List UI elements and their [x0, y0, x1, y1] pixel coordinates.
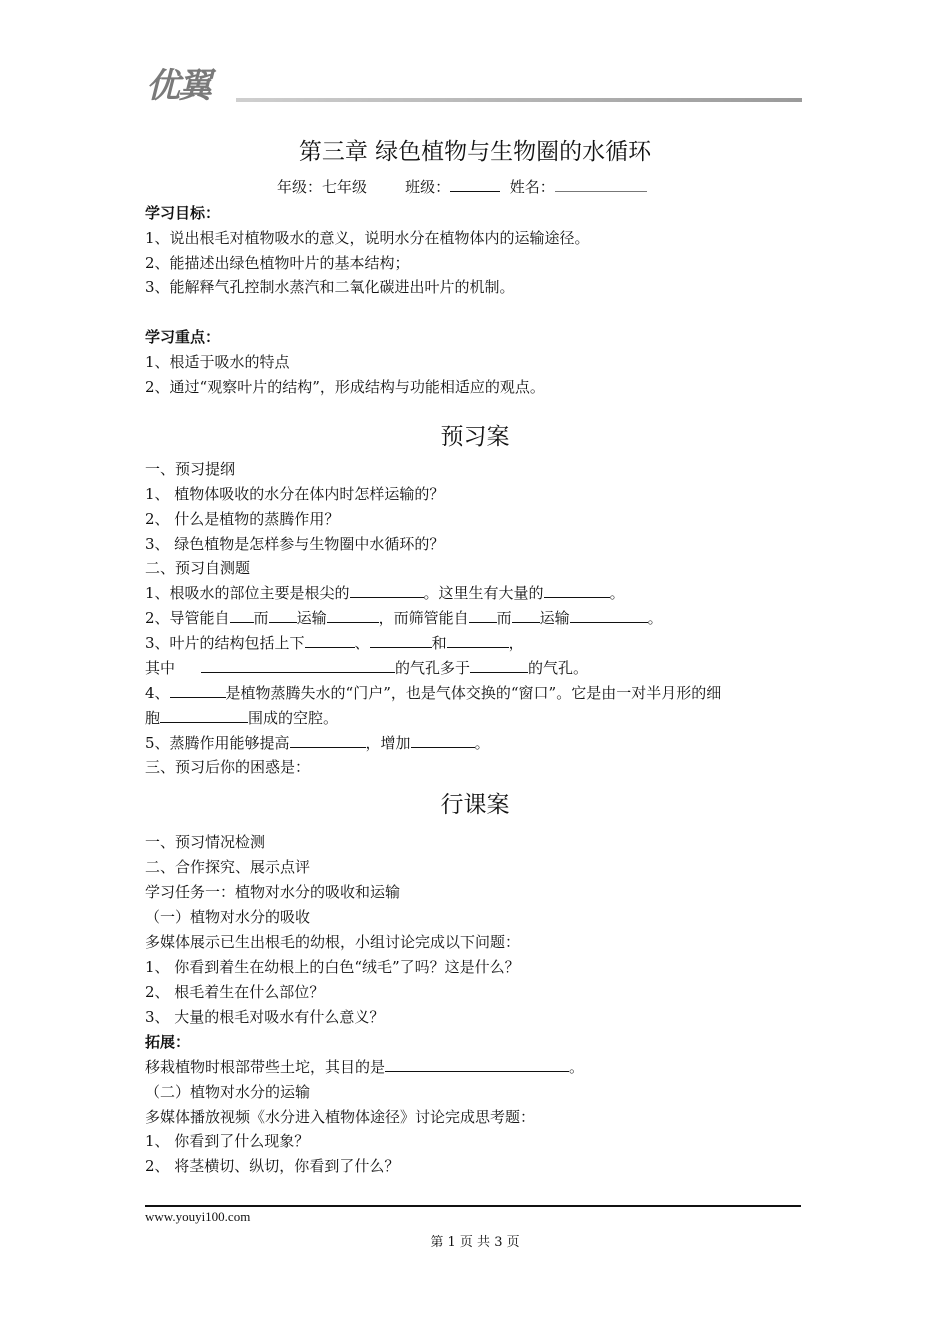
lesson-line: （一）植物对水分的吸收 [145, 908, 311, 926]
answer-blank[interactable] [160, 707, 248, 723]
lesson-line: 2、 将茎横切、纵切，你看到了什么？ [145, 1157, 400, 1175]
page-title: 第三章 绿色植物与生物圈的水循环 [298, 139, 652, 165]
student-info [277, 176, 647, 198]
lesson-heading: 行课案 [440, 792, 510, 818]
lesson-line: 学习任务一：植物对水分的吸收和运输 [145, 883, 401, 901]
lesson-line: 一、预习情况检测 [145, 833, 266, 851]
question-4-cont: 胞 围成的空腔。 [145, 709, 339, 727]
outline-heading: 一、预习提纲 [145, 460, 236, 478]
answer-blank[interactable] [385, 1056, 569, 1072]
answer-blank[interactable] [411, 732, 475, 748]
objective-item: 3、能解释气孔控制水蒸汽和二氧化碳进出叶片的机制。 [145, 278, 515, 296]
answer-blank[interactable] [470, 657, 528, 673]
extension-question: 移栽植物时根部带些土坨，其目的是 。 [145, 1058, 585, 1076]
lesson-line: 多媒体播放视频《水分进入植物体途径》讨论完成思考题： [145, 1108, 536, 1126]
lesson-line: 3、 大量的根毛对吸水有什么意义？ [145, 1008, 385, 1026]
keypoint-item: 1、根适于吸水的特点 [145, 353, 290, 371]
page-number: 第 1 页 共 3 页 [430, 1235, 520, 1250]
question-3-cont: 其中 的气孔多于 的气孔。 [145, 659, 589, 677]
question-5: 5、蒸腾作用能够提高 ，增加 。 [145, 734, 490, 752]
keypoint-item: 2、通过“观察叶片的结构”，形成结构与功能相适应的观点。 [145, 378, 545, 396]
lesson-line: 二、合作探究、展示点评 [145, 858, 311, 876]
objective-item: 1、说出根毛对植物吸水的意义，说明水分在植物体内的运输途径。 [145, 229, 590, 247]
question-4: 4、 是植物蒸腾失水的“门户”，也是气体交换的“窗口”。它是由一对半月形的细 [145, 684, 722, 702]
answer-blank[interactable] [327, 607, 379, 623]
answer-blank[interactable] [512, 607, 540, 623]
lesson-line: 多媒体展示已生出根毛的幼根，小组讨论完成以下问题： [145, 933, 521, 951]
outline-item: 3、 绿色植物是怎样参与生物圈中水循环的？ [145, 535, 445, 553]
footer-rule [145, 1205, 801, 1207]
answer-blank[interactable] [469, 607, 497, 623]
class-label: 班级： [405, 178, 451, 196]
answer-blank[interactable] [170, 682, 226, 698]
answer-blank[interactable] [201, 657, 395, 673]
objective-item: 2、能描述出绿色植物叶片的基本结构； [145, 254, 410, 272]
outline-item: 1、 植物体吸收的水分在体内时怎样运输的？ [145, 485, 445, 503]
answer-blank[interactable] [544, 582, 610, 598]
header-rule [236, 98, 802, 102]
answer-blank[interactable] [230, 607, 254, 623]
extension-heading: 拓展： [145, 1033, 191, 1051]
outline-item: 2、 什么是植物的蒸腾作用？ [145, 510, 340, 528]
keypoints-heading: 学习重点： [145, 328, 221, 346]
objectives-heading: 学习目标： [145, 204, 221, 222]
class-field[interactable] [450, 176, 500, 192]
answer-blank[interactable] [269, 607, 297, 623]
lesson-line: 1、 你看到着生在幼根上的白色“绒毛”了吗？这是什么？ [145, 958, 520, 976]
selftest-heading: 二、预习自测题 [145, 559, 251, 577]
question-2: 2、导管能自 而 运输 ，而筛管能自 而 运输 。 [145, 609, 663, 627]
answer-blank[interactable] [570, 607, 648, 623]
answer-blank[interactable] [370, 632, 432, 648]
answer-blank[interactable] [447, 632, 509, 648]
answer-blank[interactable] [350, 582, 424, 598]
brand-logo: 优翼 [146, 66, 210, 106]
grade-label: 年级：七年级 [277, 178, 368, 196]
lesson-line: （二）植物对水分的运输 [145, 1083, 311, 1101]
footer-url: www.youyi100.com [145, 1209, 251, 1224]
name-label: 姓名： [509, 178, 555, 196]
preview-heading: 预习案 [440, 424, 510, 450]
name-field[interactable] [555, 176, 647, 192]
confusion-prompt: 三、预习后你的困惑是： [145, 758, 311, 776]
question-1: 1、根吸水的部位主要是根尖的 。这里生有大量的 。 [145, 584, 625, 602]
lesson-line: 2、 根毛着生在什么部位？ [145, 983, 325, 1001]
question-3: 3、叶片的结构包括上下 、 和 ， [145, 634, 524, 652]
answer-blank[interactable] [305, 632, 355, 648]
answer-blank[interactable] [290, 732, 366, 748]
lesson-line: 1、 你看到了什么现象？ [145, 1132, 310, 1150]
